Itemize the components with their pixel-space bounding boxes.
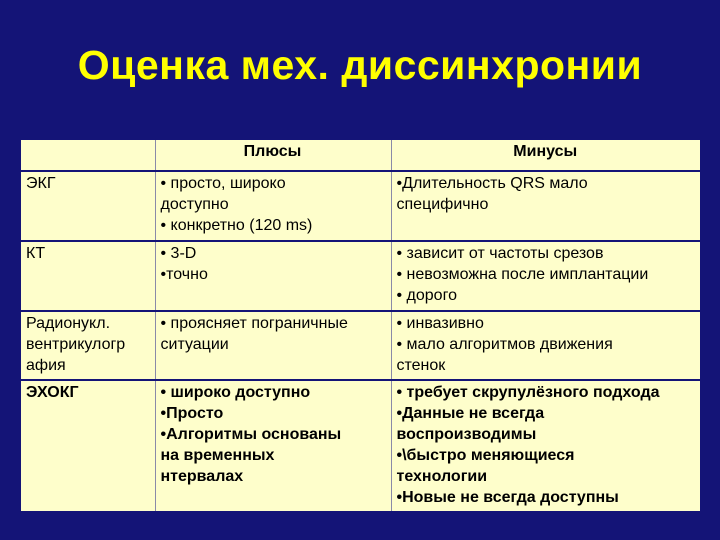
pros-line: нтервалах [160,468,244,485]
cons-line: • дорого [396,287,457,304]
header-cell-cons: Минусы [391,140,700,171]
cons-cell [391,241,700,311]
pros-line: • конкретно (120 ms) [160,217,313,234]
pros-cell [155,171,391,241]
pros-line: • 3-D [160,245,197,262]
cons-line: •Длительность QRS мало [396,175,588,192]
method-cell [21,380,155,511]
cons-line: • невозможна после имплантации [396,266,649,283]
cons-cell [391,311,700,380]
table-row [21,171,700,241]
table-header-row [21,140,700,171]
method-text: афия [26,357,66,374]
cons-cell [391,171,700,241]
cons-line: технологии [396,468,488,485]
method-text: вентрикулогр [26,336,126,353]
pros-line: •Просто [160,405,224,422]
cons-line: • мало алгоритмов движения [396,336,613,353]
table-row [21,241,700,311]
cons-line: стенок [396,357,446,374]
method-cell [21,171,155,241]
method-cell [21,311,155,380]
header-cell-pros: Плюсы [155,140,391,171]
method-text: ЭКГ [26,175,56,192]
cons-line: специфично [396,196,489,213]
method-text: Радионукл. [26,315,111,332]
pros-cell [155,380,391,511]
table-row [21,311,700,380]
cons-line: •Данные не всегда [396,405,545,422]
method-cell [21,241,155,311]
pros-cell [155,311,391,380]
pros-line: на временных [160,447,275,464]
cons-line: • зависит от частоты срезов [396,245,604,262]
pros-line: • просто, широко [160,175,286,192]
cons-line: воспроизводимы [396,426,537,443]
header-cell-empty [21,140,155,171]
pros-cell [155,241,391,311]
method-text: ЭХОКГ [26,384,79,401]
pros-line: •Алгоритмы основаны [160,426,342,443]
table-row [21,380,700,511]
pros-line: •точно [160,266,208,283]
slide-title: Оценка мех. диссинхронии [77,42,643,88]
method-text: КТ [26,245,46,262]
pros-line: • широко доступно [160,384,311,401]
comparison-table [21,140,700,511]
cons-line: •\быстро меняющиеся [396,447,575,464]
pros-line: • проясняет пограничные [160,315,348,332]
pros-line: ситуации [160,336,229,353]
cons-line: • инвазивно [396,315,484,332]
cons-line: •Новые не всегда доступны [396,489,619,506]
cons-cell [391,380,700,511]
pros-line: доступно [160,196,229,213]
cons-line: • требует скрупулёзного подхода [396,384,660,401]
